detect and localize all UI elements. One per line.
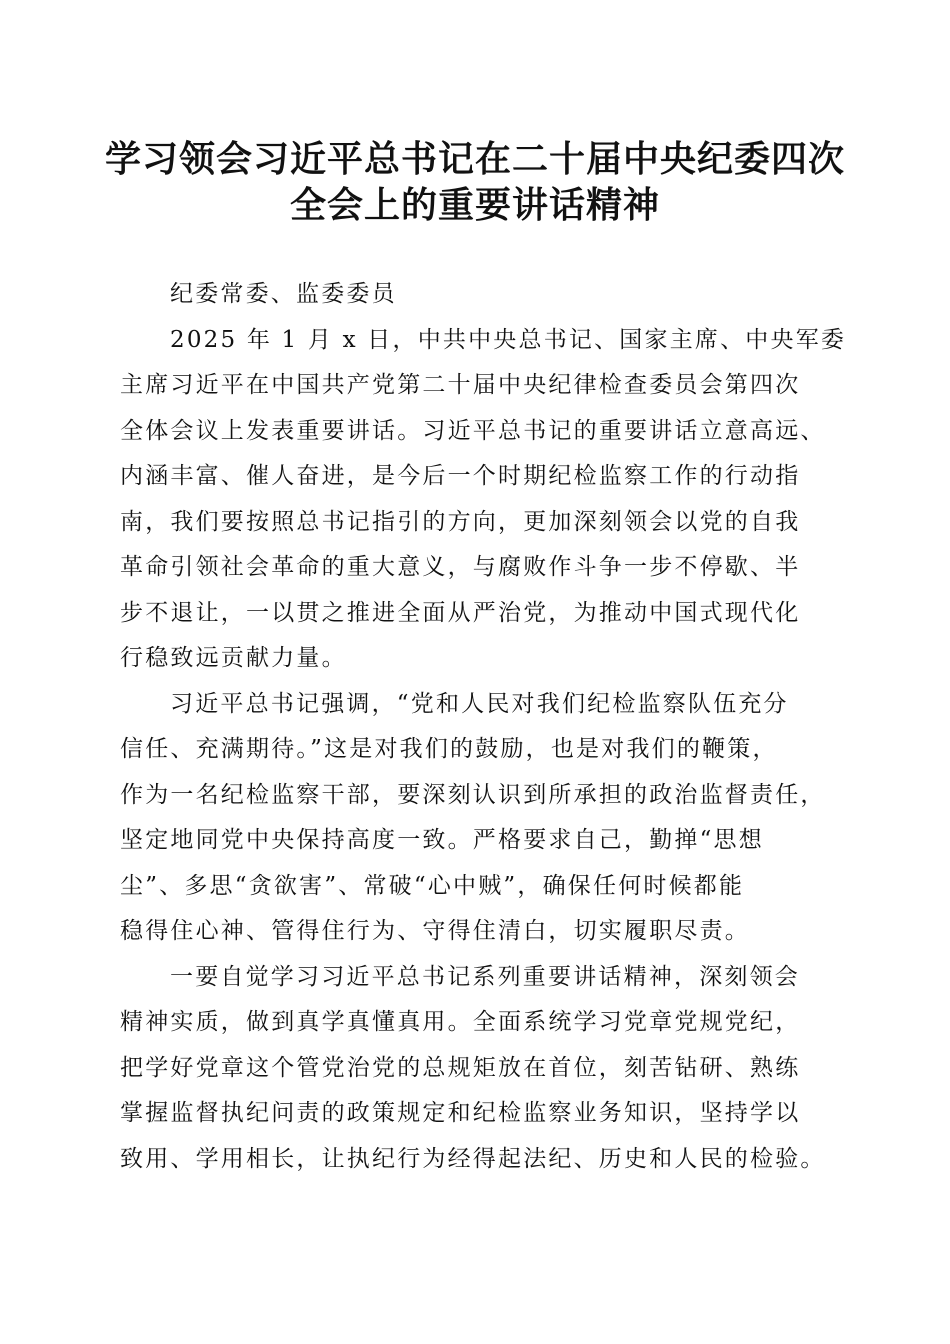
document-body (120, 272, 847, 1182)
paragraph-2-line: 信任、充满期待。”这是对我们的鼓励，也是对我们的鞭策， (120, 736, 778, 762)
paragraph-1-line: 全体会议上发表重要讲话。习近平总书记的重要讲话立意高远、 (120, 417, 826, 444)
paragraph-1-line: 南，我们要按照总书记指引的方向，更加深刻领会以党的自我 (120, 508, 801, 535)
paragraph-3-line: 把学好党章这个管党治党的总规矩放在首位，刻苦钻研、熟练 (120, 1054, 801, 1081)
paragraph-1-line: 革命引领社会革命的重大意义，与腐败作斗争一步不停歇、半 (120, 554, 801, 580)
document-title-line-1: 学习领会习近平总书记在二十届中央纪委四次 (104, 138, 845, 180)
paragraph-2-line: 习近平总书记强调，“党和人民对我们纪检监察队伍充分 (170, 690, 789, 717)
paragraph-3-line: 掌握监督执纪问责的政策规定和纪检监察业务知识，坚持学以 (120, 1100, 801, 1126)
paragraph-1-line: 行稳致远贡献力量。 (120, 645, 347, 671)
paragraph-1-line: 2025 年 1 月 x 日，中共中央总书记、国家主席、中央军委 (170, 326, 847, 353)
paragraph-3-line: 致用、学用相长，让执纪行为经得起法纪、历史和人民的检验。 (120, 1145, 826, 1172)
paragraph-3-line: 一要自觉学习习近平总书记系列重要讲话精神，深刻领会 (170, 963, 800, 990)
paragraph-2-line: 坚定地同党中央保持高度一致。严格要求自己，勤掸“思想 (120, 827, 764, 853)
paragraph-3-line: 精神实质，做到真学真懂真用。全面系统学习党章党规党纪， (120, 1009, 801, 1035)
paragraph-2-line: 稳得住心神、管得住行为、守得住清白，切实履职尽责。 (120, 918, 750, 944)
paragraph-1-line: 内涵丰富、催人奋进，是今后一个时期纪检监察工作的行动指 (120, 463, 801, 489)
document-title-line-2: 全会上的重要讲话精神 (289, 184, 660, 226)
paragraph-1-line: 步不退让，一以贯之推进全面从严治党，为推动中国式现代化 (120, 599, 801, 626)
paragraph-1-line: 主席习近平在中国共产党第二十届中央纪律检查委员会第四次 (120, 372, 801, 398)
paragraph-2-line: 作为一名纪检监察干部，要深刻认识到所承担的政治监督责任， (120, 781, 826, 808)
author-line: 纪委常委、监委委员 (170, 281, 397, 307)
paragraph-2-line: 尘”、多思“贪欲害”、常破“心中贼”，确保任何时候都能 (120, 872, 745, 899)
